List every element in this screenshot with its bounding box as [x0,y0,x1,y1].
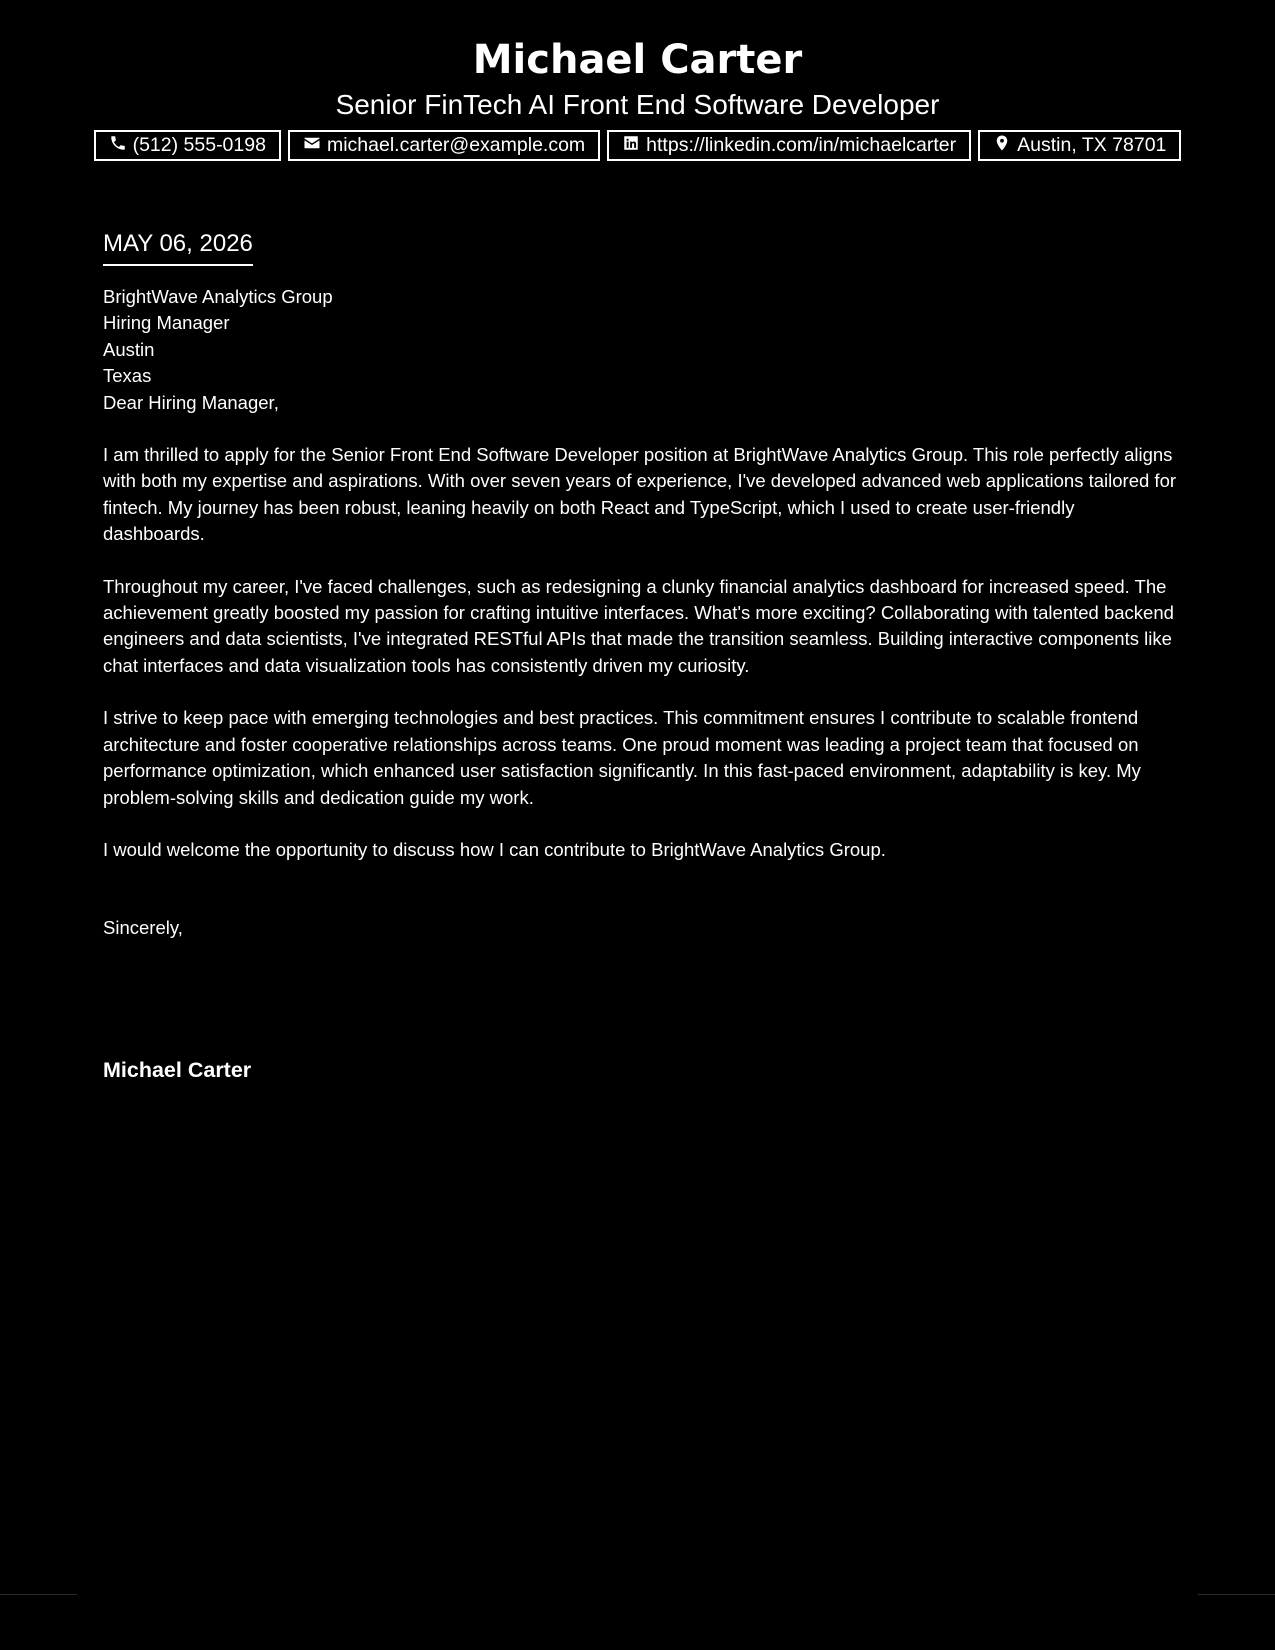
envelope-icon [303,134,321,158]
contact-location [978,130,1181,161]
email-text: michael.carter@example.com [326,134,586,156]
recipient-block [103,284,1178,416]
recipient-company: BrightWave Analytics Group [103,286,333,307]
signature-name: Michael Carter [103,1057,252,1082]
body-paragraph: Throughout my career, I've faced challenges, such as redesigning a clunky financial analytics dashboard for increased speed. The achievement greatly boosted my passion for crafting intuitive interfaces. What's more exciting? Collaborating with talented backend engineers and data scientists, I've integrated RESTful APIs that made the transition seamless. Building interactive components like chat interfaces and data visualization tools has consistently driven my curiosity. [103,575,1174,676]
contact-linkedin[interactable] [607,130,971,161]
recipient-state: Texas [103,365,152,387]
footer-divider-left [0,1594,77,1595]
contact-bar [0,130,1275,161]
closing: Sincerely, [103,917,183,939]
recipient-city: Austin [103,338,155,360]
contact-email[interactable] [288,130,600,161]
recipient-role: Hiring Manager [103,312,230,334]
salutation: Dear Hiring Manager, [103,391,279,413]
contact-phone [94,130,281,161]
phone-icon [109,134,127,158]
linkedin-icon [622,134,640,158]
letter-date: MAY 06, 2026 [103,228,253,266]
footer-divider-right [1198,1594,1275,1595]
location-text: Austin, TX 78701 [1017,134,1167,156]
map-marker-icon [993,134,1011,158]
phone-text: (512) 555-0198 [132,134,266,156]
body-paragraph: I would welcome the opportunity to discuss how I can contribute to BrightWave Analytics Group. [103,838,886,860]
linkedin-text: https://linkedin.com/in/michaelcarter [646,134,957,156]
applicant-name: Michael Carter [472,37,803,83]
applicant-title: Senior FinTech AI Front End Software Developer [335,89,940,120]
letter-body [103,228,1178,1083]
body-paragraph: I strive to keep pace with emerging technologies and best practices. This commitment ensures I contribute to scalable frontend architecture and foster cooperative relationships across teams. One proud moment was leading a project team that focused on performance optimization, which enhanced user satisfaction significantly. In this fast-paced environment, adaptability is key. My problem-solving skills and dedication guide my work. [103,707,1141,808]
body-paragraph: I am thrilled to apply for the Senior Front End Software Developer position at BrightWave Analytics Group. This role perfectly aligns with both my expertise and aspirations. With over seven years of experience, I've developed advanced web applications tailored for fintech. My journey has been robust, leaning heavily on both React and TypeScript, which I used to create user-friendly dashboards. [103,444,1177,545]
letter-header [0,32,1275,161]
